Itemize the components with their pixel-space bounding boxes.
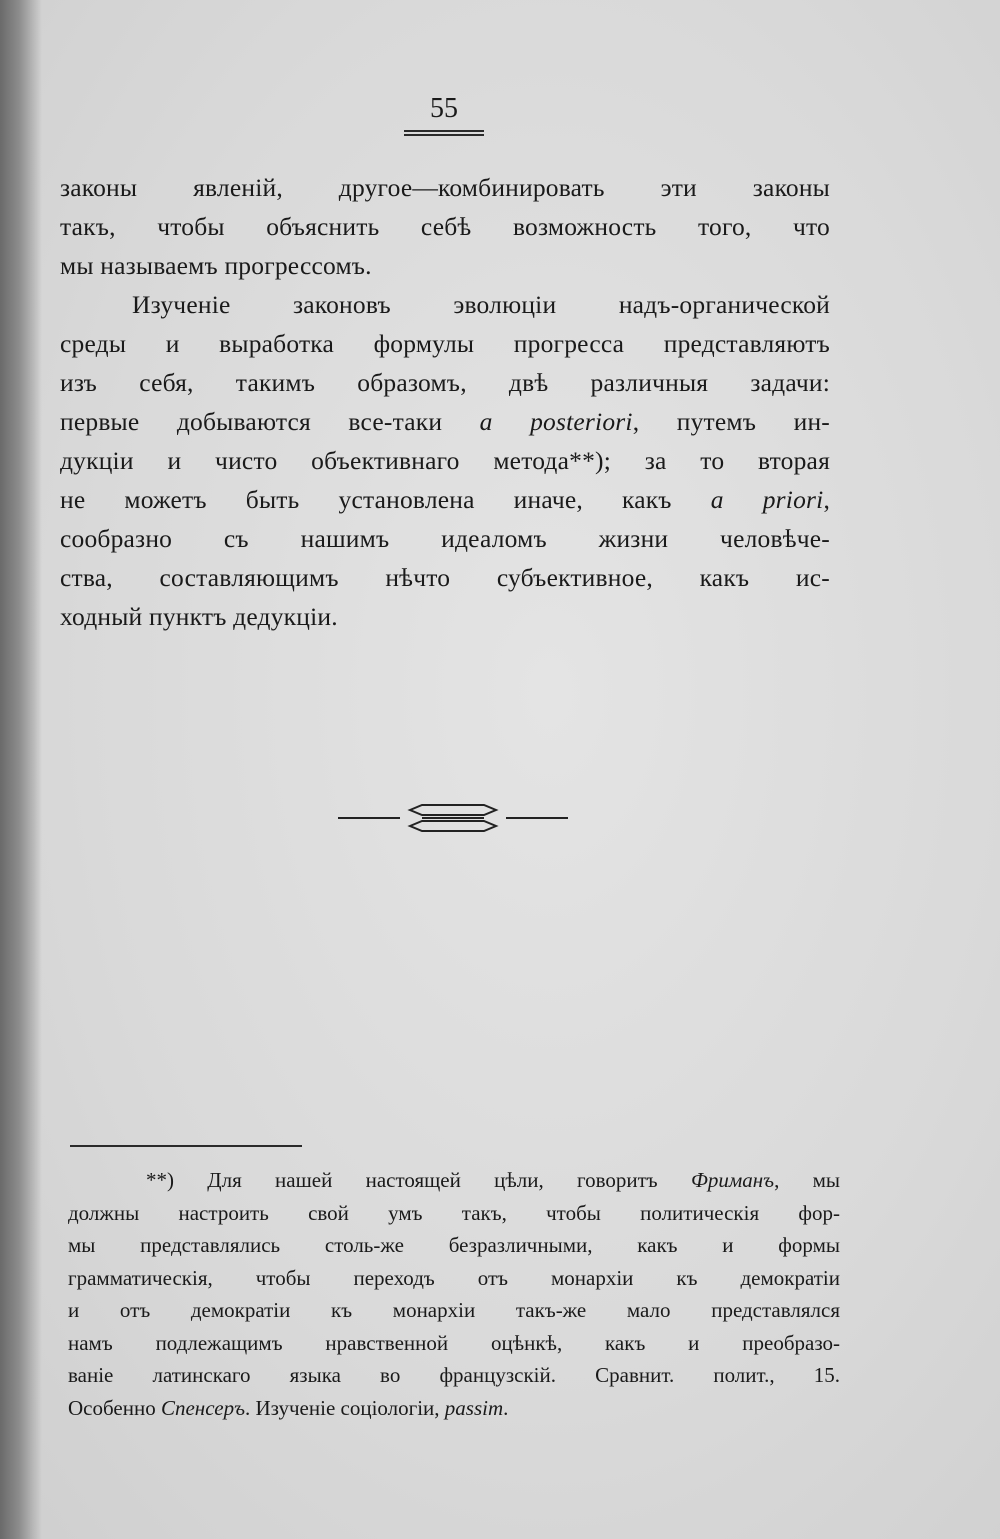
italic-name: Спенсеръ [160, 1395, 245, 1420]
text-line: мы называемъ прогрессомъ. [60, 251, 372, 280]
text-line: такъ, чтобы объяснить себѣ возможность того, что [60, 212, 830, 241]
italic-term: a priori [710, 485, 824, 514]
italic-term: a posteriori [479, 407, 633, 436]
text-line: грамматическія, чтобы переходъ отъ монархіи къ демократіи [68, 1265, 840, 1290]
text-fragment: **) Для нашей настоящей цѣли, говоритъ [146, 1168, 691, 1192]
text-fragment: первые добываются все-таки [60, 407, 480, 436]
text-fragment: . Изученіе соціологіи, [244, 1395, 445, 1420]
text-line: намъ подлежащимъ нравственной оцѣнкѣ, какъ и преобразо- [68, 1330, 840, 1355]
footnote [68, 1164, 840, 1424]
text-line: должны настроить свой умъ такъ, чтобы политическія фор- [68, 1200, 840, 1225]
text-line: законы явленій, другое—комбинировать эти законы [60, 173, 830, 202]
book-spine-shadow [0, 0, 42, 1539]
text-fragment: . [503, 1395, 509, 1420]
text-line: ходный пунктъ дедукціи. [60, 602, 338, 631]
text-line: среды и выработка формулы прогресса представляютъ [60, 329, 830, 358]
text-line: Изученіе законовъ эволюціи надъ-органической [132, 290, 830, 319]
text-line: дукціи и чисто объективнаго метода**); за то вторая [60, 446, 830, 475]
text-line: мы представлялись столь-же безразличными, какъ и формы [68, 1233, 840, 1257]
text-fragment: , мы [774, 1168, 840, 1192]
paragraph-1 [60, 168, 830, 285]
section-ornament [338, 800, 568, 836]
text-line: изъ себя, такимъ образомъ, двѣ различныя задачи: [60, 368, 830, 397]
text-fragment: , путемъ ин- [632, 407, 830, 436]
page-number: 55 [430, 93, 458, 124]
text-line [60, 480, 830, 519]
text-line: сообразно съ нашимъ идеаломъ жизни человѣче- [60, 524, 830, 553]
text-line [60, 402, 830, 441]
italic-name: Фриманъ [690, 1168, 775, 1192]
italic-term: passim [444, 1395, 504, 1420]
text-fragment: , [823, 485, 831, 514]
text-line: ства, составляющимъ нѣчто субъективное, какъ ис- [60, 563, 830, 592]
main-text [60, 168, 830, 636]
text-line: и отъ демократіи къ монархіи такъ-же мало представлялся [68, 1298, 840, 1322]
paragraph-2 [60, 285, 830, 636]
footnote-rule [70, 1145, 302, 1147]
text-line [68, 1164, 840, 1197]
page-number-rule [404, 130, 484, 136]
text-line [68, 1392, 840, 1425]
text-fragment: не можетъ быть установлена иначе, какъ [60, 485, 711, 514]
text-fragment: Особенно [68, 1395, 161, 1420]
text-line: ваніе латинскаго языка во французскій. Сравнит. полит., 15. [68, 1363, 840, 1387]
